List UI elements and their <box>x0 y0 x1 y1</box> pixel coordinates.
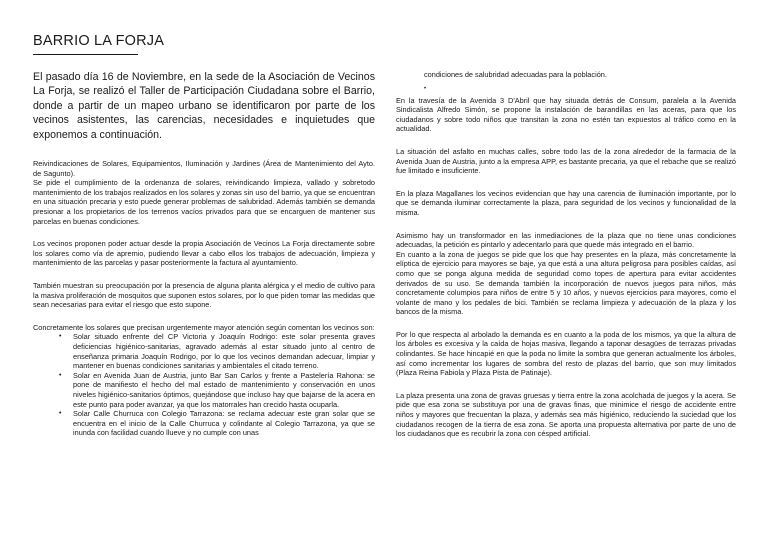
paragraph-asfalto: La situación del asfalto en muchas calles, sobre todo las de la zona alrededor de la farmacia de la Avenida Juan de Austria, junto a la empresa APP, es bastante precaria, ya que el rebache que se realizó fue limitado e insuficiente. <box>396 146 736 176</box>
paragraph-concretamente: Concretamente los solares que precisan urgentemente mayor atención según comentan los vecinos son: <box>33 322 375 332</box>
list-item: • Solar situado enfrente del CP Victoria y Joaquín Rodrigo: este solar presenta graves deficiencias higiénico-sanitarias, agravado además al estar situado junto al centro de enseñanza primaria Joaquín Rodrigo, por lo que los vecinos demandan adecuar, limpiar y mantener en buenas condiciones sanitarias y ambientales el citado terreno. <box>33 332 375 370</box>
paragraph-iluminacion: En la plaza Magallanes los vecinos evidencian que hay una carencia de iluminación importante, por lo que se demanda iluminar correctamente la plaza, para seguridad de los vecinos y funcionalidad de la misma. <box>396 188 736 217</box>
paragraph-arbolado: Por lo que respecta al arbolado la demanda es en cuanto a la poda de los mismos, ya que la altura de los árboles es excesiva y la caída de hojas masiva, llegando a taponar desagües de terrazas privadas colindantes. Se hace hincapié en que la poda no limite la sombra que generan actualmente los árboles, así como incrementar los lugares de sombra del resto de plazas del barrio, que son muy limitados (Plaza Reina Fabiola y Plaza Pista de Patinaje). <box>396 329 736 378</box>
paragraph-barandillas: En la travesía de la Avenida 3 D'Abril que hay situada detrás de Consum, paralela a la Avenida Sindicalista Alfredo Simón, se propone la instalación de barandillas en las aceras, para que los ciudadanos y sobre todo niños que transitan la zona no estén tan expuestos al tráfico como en la actualidad. <box>396 95 736 134</box>
list-continuation: condiciones de salubridad adecuadas para la población. <box>424 70 607 79</box>
list-item: • Solar en Avenida Juan de Austria, junto Bar San Carlos y frente a Pastelería Rahona: se pone de manifiesto el hecho del mal estado de mantenimiento y conservación en unos niveles higiénico-sanitarios óptimos, quejándose que incluso hay que bajarse de la acera en este punto para poder avanzar, ya que los matorrales han crecido hasta ocuparla. <box>33 371 375 409</box>
paragraph-asociacion: Los vecinos proponen poder actuar desde la propia Asociación de Vecinos La Forja directamente sobre los solares como vía de apremio, pudiendo llevar a cabo ellos los trabajos de adecuación, limpieza y mantenimiento de las parcelas y pasar posteriormente la factura al ayuntamiento. <box>33 239 375 268</box>
intro-paragraph: El pasado día 16 de Noviembre, en la sede de la Asociación de Vecinos La Forja, se realizó el Taller de Participación Ciudadana sobre el Barrio, donde a partir de un mapeo urbano se identificaron por parte de los vecinos asistentes, las carencias, necesidades e inquietudes que exponemos a continuación. <box>33 71 375 141</box>
paragraph-transformador: Asimismo hay un transformador en las inmediaciones de la plaza que no tiene unas condiciones adecuadas, la petición es pintarlo y adecentarlo para que quede más integrado en el barrio. En cuanto a la zona de juegos se pide que los que hay presentes en la plaza, más concretamente la elíptica de ejercicio para mayores se baje, ya que está a una altura peligrosa para posibles caídas, así como que se ponga alguna medida de seguridad como topes de apertura para evitar accidentes derivados de su uso. Se demanda también la incorporación de nuevos juegos para niños, más concretamente columpios para niños de entre 5 y 10 años, y nuevos ejercicios para mayores, como el volante de mano y los pedales de bici. También se reclama limpieza y adecuación de la plaza y los bancos de la misma. <box>396 230 736 317</box>
paragraph-mosquitos: También muestran su preocupación por la presencia de alguna planta alérgica y el medio de cultivo para la masiva proliferación de mosquitos que suponen estos solares, por lo que piden tomar las medidas que sean necesarias para evitar el riesgo que esto supone. <box>33 280 375 310</box>
left-column <box>33 70 375 438</box>
solares-list <box>33 332 375 438</box>
bullet-marker: • <box>424 85 427 92</box>
list-item: • Solar Calle Churruca con Colegio Tarrazona: se reclama adecuar este gran solar que se encuentra en el inicio de la Calle Churruca y colindante al Colegio Tarrazona, ya que se inunda con facilidad cuando llueve y no cumple con unas <box>33 409 375 438</box>
page-title: BARRIO LA FORJA <box>33 33 165 49</box>
right-column <box>396 70 736 452</box>
paragraph-gravas: La plaza presenta una zona de gravas gruesas y tierra entre la zona acolchada de juegos y la acera. Se pide que esa zona se substituya por una de gravas finas, que minimice el riesgo de accidente entre niños y mayores que frecuentan la plaza, y además sea más higiénico, reduciendo la suciedad que los ciudadanos recogen de la tierra de esa zona. Se aporta una propuesta alternativa por parte de uno de los ciudadanos que es recubrir la zona con césped artificial. <box>396 390 736 439</box>
title-underline <box>33 54 138 55</box>
paragraph-solares: Reivindicaciones de Solares, Equipamientos, Iluminación y Jardines (Área de Mantenimiento del Ayto. de Sagunto). Se pide el cumplimiento de la ordenanza de solares, reivindicando limpieza, vallado y sobretodo mantenimiento de los trabajos realizados en los solares y zonas sin uso del barrio, ya que se encuentran en una situación precaria y esto puede generar problemas de salubridad. Además también se demanda presionar a los propietarios de los terrenos vacíos privados para que se encarguen de mantener sus parcelas en buenas condiciones. <box>33 159 375 226</box>
